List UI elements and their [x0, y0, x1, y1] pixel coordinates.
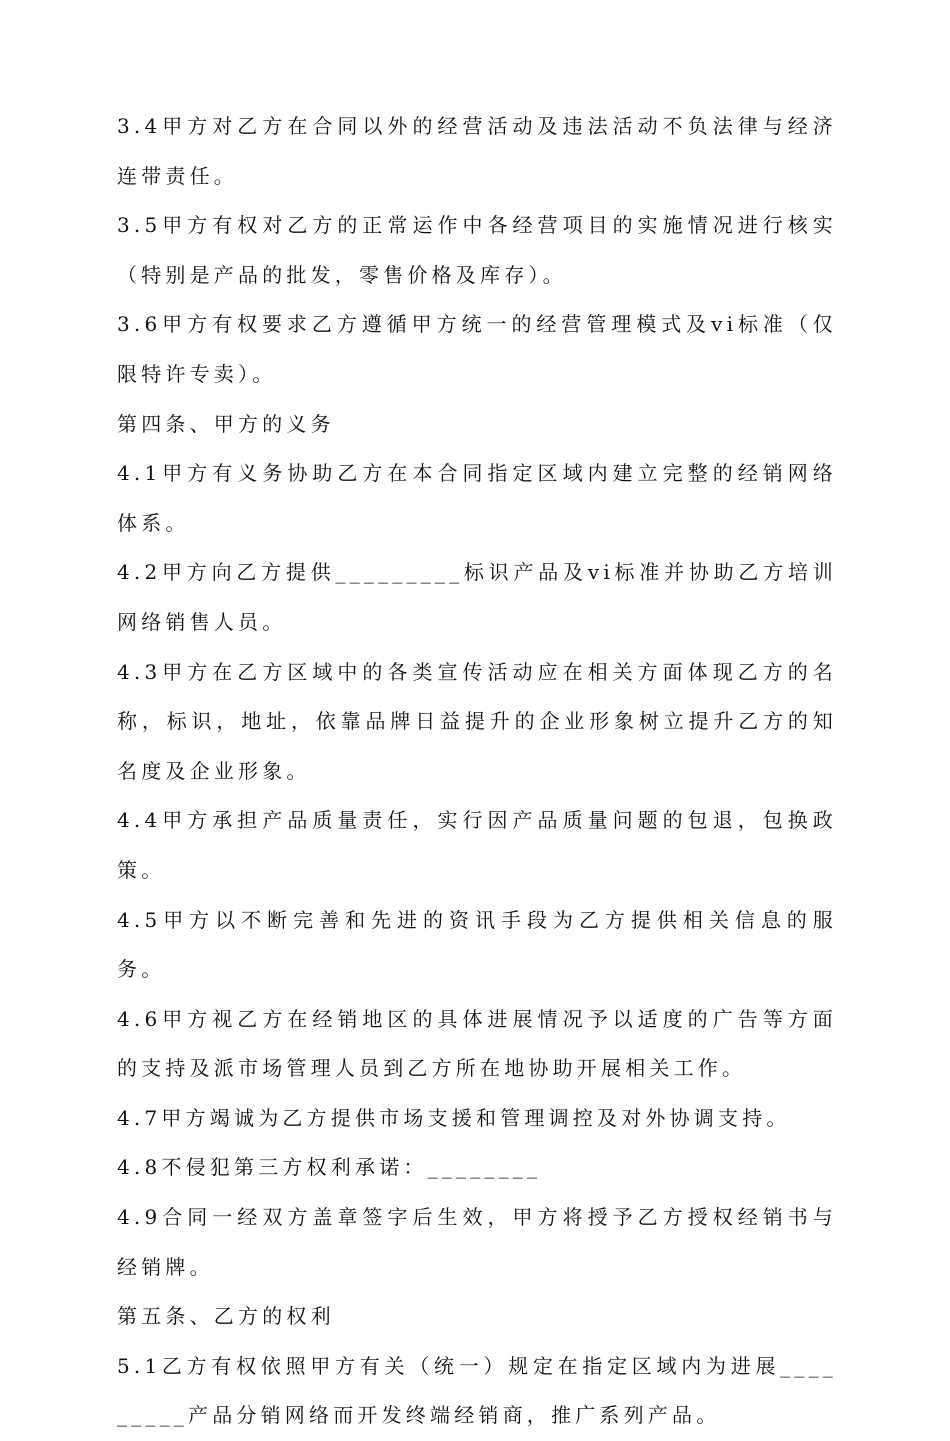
clause-4-9: 4.9合同一经双方盖章签字后生效，甲方将授予乙方授权经销书与经销牌。	[117, 1205, 837, 1279]
clause-4-5: 4.5甲方以不断完善和先进的资讯手段为乙方提供相关信息的服务。	[117, 907, 837, 982]
clause-4-8: 4.8不侵犯第三方权利承诺：________	[117, 1155, 542, 1180]
clause-5-1: 5.1乙方有权依照甲方有关（统一）规定在指定区域内为进展_________产品分销网络而开发终端经销商，推广系列产品。	[117, 1353, 837, 1428]
clause-3-5: 3.5甲方有权对乙方的正常运作中各经营项目的实施情况进行核实（特别是产品的批发，零售价格及库存）。	[117, 213, 837, 287]
section-heading-5: 第五条、乙方的权利	[117, 1304, 335, 1329]
clause-3-4: 3.4甲方对乙方在合同以外的经营活动及违法活动不负法律与经济连带责任。	[117, 114, 837, 188]
clause-3-6: 3.6甲方有权要求乙方遵循甲方统一的经营管理模式及vi标准（仅限特许专卖）。	[117, 312, 837, 386]
clause-4-1: 4.1甲方有义务协助乙方在本合同指定区域内建立完整的经销网络体系。	[117, 461, 837, 535]
clause-4-4: 4.4甲方承担产品质量责任，实行因产品质量问题的包退，包换政策。	[117, 808, 837, 882]
clause-4-7: 4.7甲方竭诚为乙方提供市场支援和管理调控及对外协调支持。	[117, 1105, 791, 1130]
clause-4-2: 4.2甲方向乙方提供_________标识产品及vi标准并协助乙方培训网络销售人员。	[117, 560, 837, 634]
document-page	[117, 102, 837, 1441]
clause-4-6: 4.6甲方视乙方在经销地区的具体进展情况予以适度的广告等方面的支持及派市场管理人员到乙方所在地协助开展相关工作。	[117, 1006, 837, 1081]
clause-4-3: 4.3甲方在乙方区域中的各类宣传活动应在相关方面体现乙方的名称，标识，地址，依靠品牌日益提升的企业形象树立提升乙方的知名度及企业形象。	[117, 659, 837, 783]
section-heading-4: 第四条、甲方的义务	[117, 411, 335, 436]
